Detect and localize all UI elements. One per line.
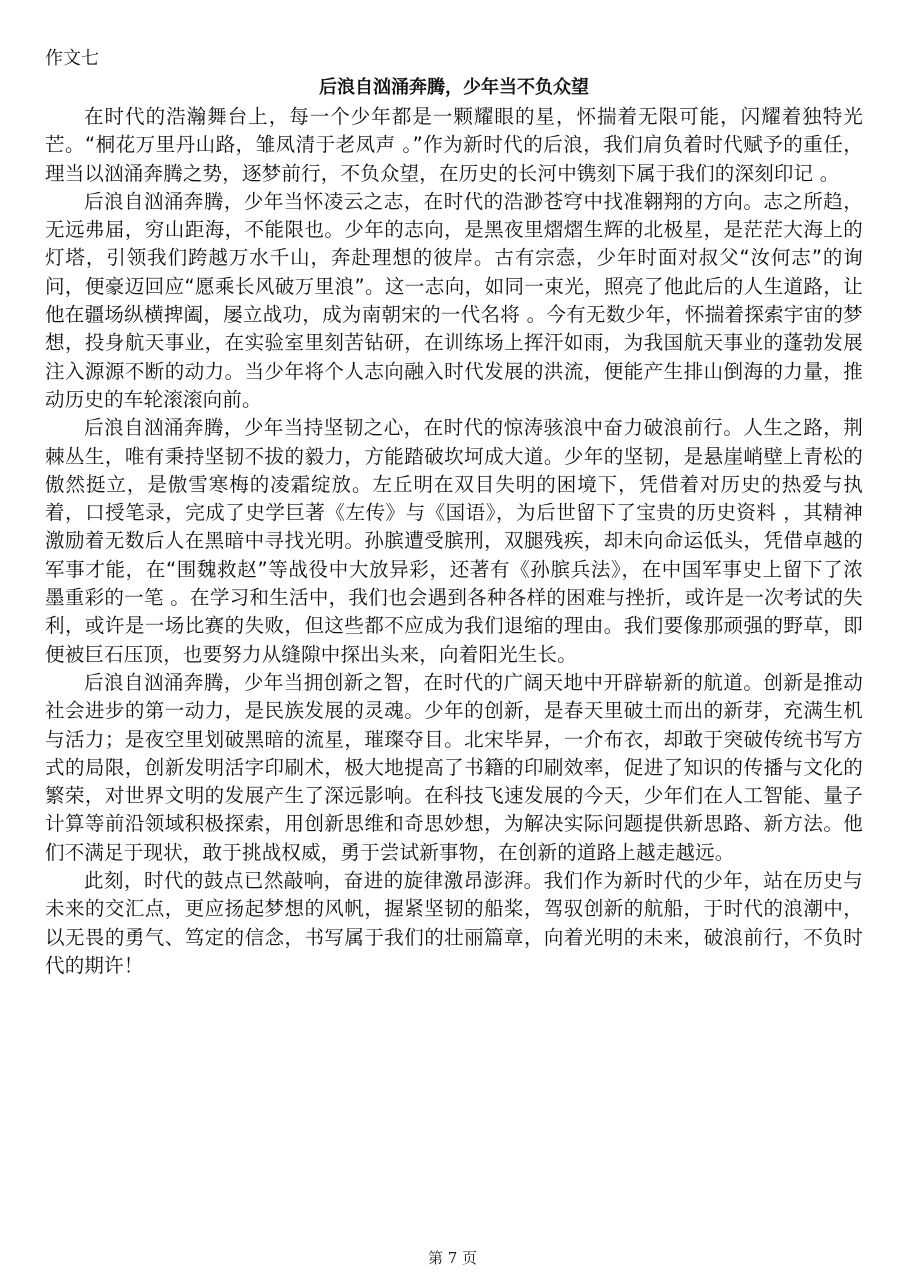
paragraph-2: 后浪自汹涌奔腾，少年当怀凌云之志，在时代的浩渺苍穹中找准翱翔的方向。志之所趋，无远弗届，穷山距海，不能限也。少年的志向，是黑夜里熠熠生辉的北极星，是茫茫大海上的灯塔，引领我们跨越万水千山，奔赴理想的彼岸。古有宗悫，少年时面对叔父“汝何志”的询问，便豪迈回应“愿乘长风破万里浪”。这一志向，如同一束光，照亮了他此后的人生道路，让他在疆场纵横捭阖，屡立战功，成为南朝宋的一代名将 。今有无数少年，怀揣着探索宇宙的梦想，投身航天事业，在实验室里刻苦钻研，在训练场上挥汗如雨，为我国航天事业的蓬勃发展注入源源不断的动力。当少年将个人志向融入时代发展的洪流，便能产生排山倒海的力量，推动历史的车轮滚滚向前。 (45, 189, 863, 411)
paragraph-3: 后浪自汹涌奔腾，少年当持坚韧之心，在时代的惊涛骇浪中奋力破浪前行。人生之路，荆棘丛生，唯有秉持坚韧不拔的毅力，方能踏破坎坷成大道。少年的坚韧，是悬崖峭壁上青松的傲然挺立，是傲雪寒梅的凌霜绽放。左丘明在双目失明的困境下，凭借着对历史的热爱与执着，口授笔录，完成了史学巨著《左传》与《国语》，为后世留下了宝贵的历史资料 ，其精神激励着无数后人在黑暗中寻找光明。孙膑遭受膑刑，双腿残疾，却未向命运低头，凭借卓越的军事才能，在“围魏救赵”等战役中大放异彩，还著有《孙膑兵法》，在中国军事史上留下了浓墨重彩的一笔 。在学习和生活中，我们也会遇到各种各样的困难与挫折，或许是一次考试的失利，或许是一场比赛的失败，但这些都不应成为我们退缩的理由。我们要像那顽强的野草，即便被巨石压顶，也要努力从缝隙中探出头来，向着阳光生长。 (45, 416, 863, 666)
essay-label: 作文七 (45, 48, 99, 69)
essay-title: 后浪自汹涌奔腾，少年当不负众望 (319, 77, 589, 98)
paragraph-1: 在时代的浩瀚舞台上，每一个少年都是一颗耀眼的星，怀揣着无限可能，闪耀着独特光芒。“桐花万里丹山路，雏凤清于老凤声 。”作为新时代的后浪，我们肩负着时代赋予的重任，理当以汹涌奔腾之势，逐梦前行，不负众望，在历史的长河中镌刻下属于我们的深刻印记 。 (45, 105, 863, 185)
paragraph-4: 后浪自汹涌奔腾，少年当拥创新之智，在时代的广阔天地中开辟崭新的航道。创新是推动社会进步的第一动力，是民族发展的灵魂。少年的创新，是春天里破土而出的新芽，充满生机与活力；是夜空里划破黑暗的流星，璀璨夺目。北宋毕昇，一介布衣，却敢于突破传统书写方式的局限，创新发明活字印刷术，极大地提高了书籍的印刷效率，促进了知识的传播与文化的繁荣，对世界文明的发展产生了深远影响。在科技飞速发展的今天，少年们在人工智能、量子计算等前沿领域积极探索，用创新思维和奇思妙想，为解决实际问题提供新思路、新方法。他们不满足于现状，敢于挑战权威，勇于尝试新事物，在创新的道路上越走越远。 (45, 670, 863, 864)
paragraph-5: 此刻，时代的鼓点已然敲响，奋进的旋律激昂澎湃。我们作为新时代的少年，站在历史与未来的交汇点，更应扬起梦想的风帆，握紧坚韧的船桨，驾驭创新的航船，于时代的浪潮中，以无畏的勇气、笃定的信念，书写属于我们的壮丽篇章，向着光明的未来，破浪前行，不负时代的期许！ (45, 869, 863, 977)
document-page (45, 45, 863, 980)
page-number: 第 7 页 (427, 1249, 478, 1267)
